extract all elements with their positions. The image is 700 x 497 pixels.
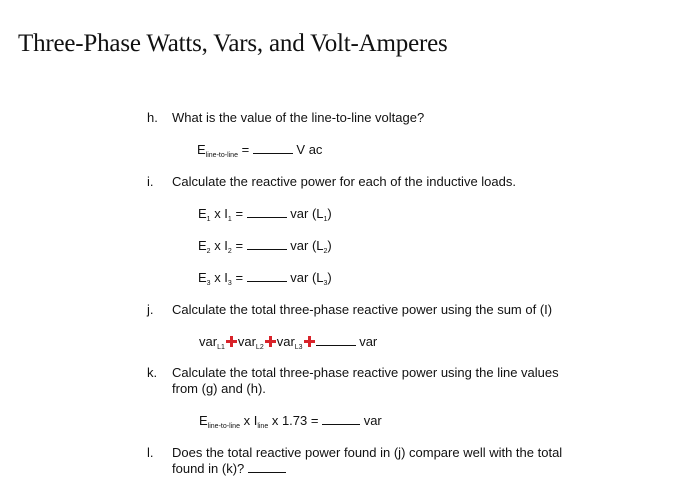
e-symbol: E	[197, 142, 206, 157]
equation-i-1	[198, 206, 332, 222]
unit-label: var (L	[290, 270, 324, 285]
equals-sign: =	[231, 206, 247, 221]
answer-blank-l[interactable]	[248, 461, 286, 473]
equation-h	[197, 142, 322, 158]
question-j	[147, 302, 667, 318]
e-symbol: E	[198, 206, 207, 221]
unit-label: var (L	[290, 206, 324, 221]
answer-blank-i-3[interactable]	[247, 270, 287, 282]
question-l-text-line2	[172, 461, 286, 477]
times-constant: x 1.73 =	[268, 413, 323, 428]
equals-sign: =	[237, 142, 253, 157]
question-j-marker: j.	[147, 302, 154, 317]
equals-sign: =	[231, 238, 247, 253]
equation-j	[199, 334, 377, 350]
question-l-text-line2-label: found in (k)?	[172, 461, 245, 476]
e-subscript: line-to-line	[207, 423, 240, 430]
times-i: x I	[210, 238, 228, 253]
i-subscript: 3	[227, 280, 232, 287]
unit-close: )	[327, 206, 332, 221]
question-h	[147, 110, 667, 126]
question-k-marker: k.	[147, 365, 158, 380]
question-l-text-line1: Does the total reactive power found in (j) compare well with the total	[172, 445, 563, 460]
var-term-2: var	[237, 334, 256, 349]
answer-blank-i-2[interactable]	[247, 238, 287, 250]
question-l-marker: l.	[147, 445, 154, 460]
answer-blank-k[interactable]	[322, 413, 360, 425]
plus-icon	[304, 336, 315, 347]
equals-sign: =	[231, 270, 247, 285]
e-subscript: 1	[206, 216, 211, 223]
plus-icon	[265, 336, 276, 347]
times-i: x I	[210, 270, 228, 285]
question-i-text: Calculate the reactive power for each of the inductive loads.	[172, 174, 516, 189]
var-term-3: var	[276, 334, 295, 349]
unit-label: V ac	[296, 142, 323, 157]
unit-subscript: 1	[323, 216, 328, 223]
equation-k	[199, 413, 382, 429]
plus-icon	[226, 336, 237, 347]
answer-blank-i-1[interactable]	[247, 206, 287, 218]
answer-blank-j[interactable]	[316, 334, 356, 346]
times-i: x I	[239, 413, 258, 428]
e-symbol: E	[198, 238, 207, 253]
question-h-marker: h.	[147, 110, 158, 125]
page-title: Three-Phase Watts, Vars, and Volt-Amperes	[18, 30, 448, 57]
i-subscript: line	[257, 423, 269, 430]
question-i-marker: i.	[147, 174, 154, 189]
i-subscript: 1	[227, 216, 232, 223]
times-i: x I	[210, 206, 228, 221]
e-symbol: E	[199, 413, 208, 428]
unit-label: var (L	[290, 238, 324, 253]
unit-close: )	[327, 270, 332, 285]
e-subscript: 3	[206, 280, 211, 287]
question-i	[147, 174, 667, 190]
unit-subscript: 3	[323, 280, 328, 287]
unit-label: var	[363, 413, 382, 428]
e-subscript: line-to-line	[205, 152, 238, 159]
question-k-text-line1: Calculate the total three-phase reactive power using the line values	[172, 365, 559, 380]
answer-blank-h[interactable]	[253, 142, 293, 154]
question-k	[147, 365, 667, 397]
var-term-1: var	[199, 334, 218, 349]
question-h-text: What is the value of the line-to-line voltage?	[172, 110, 425, 125]
unit-label: var	[359, 334, 378, 349]
var-term-3-subscript: L3	[294, 344, 303, 351]
question-j-text: Calculate the total three-phase reactive power using the sum of (I)	[172, 302, 553, 317]
equation-i-2	[198, 238, 332, 254]
equation-i-3	[198, 270, 332, 286]
i-subscript: 2	[227, 248, 232, 255]
question-l	[147, 445, 667, 477]
question-k-text-line2: from (g) and (h).	[172, 381, 266, 396]
unit-subscript: 2	[323, 248, 328, 255]
e-symbol: E	[198, 270, 207, 285]
e-subscript: 2	[206, 248, 211, 255]
var-term-1-subscript: L1	[217, 344, 225, 351]
var-term-2-subscript: L2	[255, 344, 264, 351]
unit-close: )	[327, 238, 332, 253]
